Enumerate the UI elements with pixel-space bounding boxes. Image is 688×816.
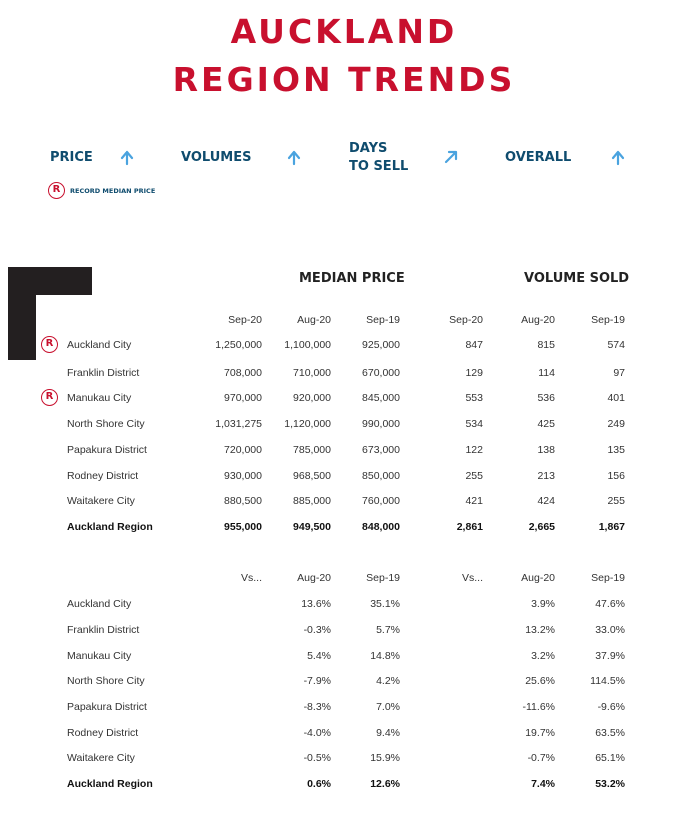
indicator-days-label-2: TO SELL (349, 159, 409, 174)
table-cell: 968,500 (293, 470, 331, 482)
row-label: Papakura District (67, 701, 147, 713)
table-cell: 920,000 (293, 392, 331, 404)
table-cell: 9.4% (376, 727, 400, 739)
table-cell: 97 (613, 367, 625, 379)
column-header: Aug-20 (297, 572, 331, 584)
table-cell: 13.6% (301, 598, 331, 610)
table-cell: 670,000 (362, 367, 400, 379)
table-cell: 5.7% (376, 624, 400, 636)
table-cell: 3.2% (531, 650, 555, 662)
table-cell: -0.3% (303, 624, 331, 636)
table-cell: 421 (465, 495, 483, 507)
table-cell: 0.6% (307, 778, 331, 790)
row-label: Auckland City (67, 339, 132, 351)
record-legend-label: RECORD MEDIAN PRICE (70, 187, 156, 195)
table-cell: 1,250,000 (215, 339, 262, 351)
table-cell: 574 (607, 339, 625, 351)
table-cell: 63.5% (595, 727, 625, 739)
table-cell: 47.6% (595, 598, 625, 610)
column-header: Vs... (240, 572, 262, 584)
table-cell: 255 (465, 470, 483, 482)
table-cell: 65.1% (595, 752, 625, 764)
row-label: Manukau City (67, 392, 132, 404)
table-cell: 401 (607, 392, 625, 404)
table-cell: 1,867 (598, 521, 625, 533)
table-cell: 3.9% (531, 598, 555, 610)
table-cell: 15.9% (370, 752, 400, 764)
column-header: Aug-20 (297, 314, 331, 326)
row-label: Papakura District (67, 444, 147, 456)
table-cell: 847 (465, 339, 483, 351)
table-cell: -0.7% (527, 752, 555, 764)
table-cell: 845,000 (362, 392, 400, 404)
table-cell: 53.2% (595, 778, 625, 790)
column-header: Aug-20 (521, 572, 555, 584)
table-cell: 930,000 (224, 470, 262, 482)
table-cell: 156 (607, 470, 625, 482)
up-right-arrow-icon (443, 149, 459, 165)
table-cell: 4.2% (376, 675, 400, 687)
table-cell: 885,000 (293, 495, 331, 507)
table-cell: 534 (465, 418, 483, 430)
up-arrow-icon (610, 150, 626, 166)
table-cell: 255 (607, 495, 625, 507)
table-cell: 848,000 (362, 521, 400, 533)
record-icon: R (41, 336, 58, 353)
table-cell: 13.2% (525, 624, 555, 636)
table-cell: 12.6% (370, 778, 400, 790)
table-cell: 708,000 (224, 367, 262, 379)
column-header: Sep-19 (366, 572, 400, 584)
table-cell: 2,665 (528, 521, 555, 533)
up-arrow-icon (286, 150, 302, 166)
up-arrow-icon (119, 150, 135, 166)
record-icon: R (41, 389, 58, 406)
table-cell: -4.0% (303, 727, 331, 739)
median-price-heading: MEDIAN PRICE (299, 271, 405, 286)
table-cell: 1,100,000 (284, 339, 331, 351)
table-cell: 949,500 (293, 521, 331, 533)
row-label: Waitakere City (67, 752, 135, 764)
table-cell: 5.4% (307, 650, 331, 662)
table-cell: 213 (537, 470, 555, 482)
volume-sold-heading: VOLUME SOLD (524, 271, 630, 286)
table-cell: 785,000 (293, 444, 331, 456)
table-cell: 925,000 (362, 339, 400, 351)
column-header: Sep-20 (228, 314, 262, 326)
table-cell: 2,861 (456, 521, 483, 533)
table-cell: 7.4% (531, 778, 555, 790)
title-line-1: AUCKLAND (230, 12, 458, 51)
table-cell: 673,000 (362, 444, 400, 456)
table-cell: 25.6% (525, 675, 555, 687)
table-cell: 37.9% (595, 650, 625, 662)
table-cell: 1,120,000 (284, 418, 331, 430)
table-cell: -9.6% (597, 701, 625, 713)
row-label: Rodney District (67, 727, 139, 739)
table-cell: 815 (537, 339, 555, 351)
table-cell: 19.7% (525, 727, 555, 739)
table-cell: 710,000 (293, 367, 331, 379)
indicator-price-label: PRICE (50, 150, 93, 165)
column-header: Aug-20 (521, 314, 555, 326)
table-cell: 970,000 (224, 392, 262, 404)
table-cell: 425 (537, 418, 555, 430)
table-cell: 990,000 (362, 418, 400, 430)
column-header: Sep-19 (591, 314, 625, 326)
table-cell: 720,000 (224, 444, 262, 456)
row-label: Auckland Region (67, 521, 153, 533)
table-cell: 880,500 (224, 495, 262, 507)
table-cell: 14.8% (370, 650, 400, 662)
record-icon: R (48, 182, 65, 199)
indicator-overall-label: OVERALL (505, 150, 572, 165)
row-label: North Shore City (67, 418, 145, 430)
table-cell: 114.5% (590, 675, 625, 687)
title-line-2: REGION TRENDS (172, 60, 516, 99)
indicator-volumes-label: VOLUMES (181, 150, 252, 165)
row-label: Franklin District (67, 624, 140, 636)
table-cell: -8.3% (303, 701, 331, 713)
column-header: Sep-20 (449, 314, 483, 326)
table-cell: -11.6% (522, 701, 555, 713)
table-cell: 7.0% (376, 701, 400, 713)
table-cell: 850,000 (362, 470, 400, 482)
table-cell: 114 (538, 367, 555, 379)
table-cell: 553 (465, 392, 483, 404)
table-cell: 135 (607, 444, 625, 456)
table-cell: 35.1% (370, 598, 400, 610)
table-cell: 955,000 (224, 521, 262, 533)
row-label: Waitakere City (67, 495, 135, 507)
column-header: Sep-19 (591, 572, 625, 584)
row-label: Auckland Region (67, 778, 153, 790)
row-label: Franklin District (67, 367, 140, 379)
row-label: Rodney District (67, 470, 139, 482)
row-label: Manukau City (67, 650, 132, 662)
column-header: Vs... (461, 572, 483, 584)
table-cell: 129 (465, 367, 483, 379)
table-cell: -0.5% (303, 752, 331, 764)
table-cell: 249 (607, 418, 625, 430)
row-label: Auckland City (67, 598, 132, 610)
indicator-days-label-1: DAYS (349, 141, 388, 156)
table-cell: -7.9% (303, 675, 331, 687)
table-cell: 138 (537, 444, 555, 456)
table-cell: 33.0% (595, 624, 625, 636)
row-label: North Shore City (67, 675, 145, 687)
table-cell: 1,031,275 (215, 418, 262, 430)
table-cell: 760,000 (362, 495, 400, 507)
table-cell: 424 (537, 495, 555, 507)
table-cell: 536 (537, 392, 555, 404)
column-header: Sep-19 (366, 314, 400, 326)
table-cell: 122 (465, 444, 483, 456)
